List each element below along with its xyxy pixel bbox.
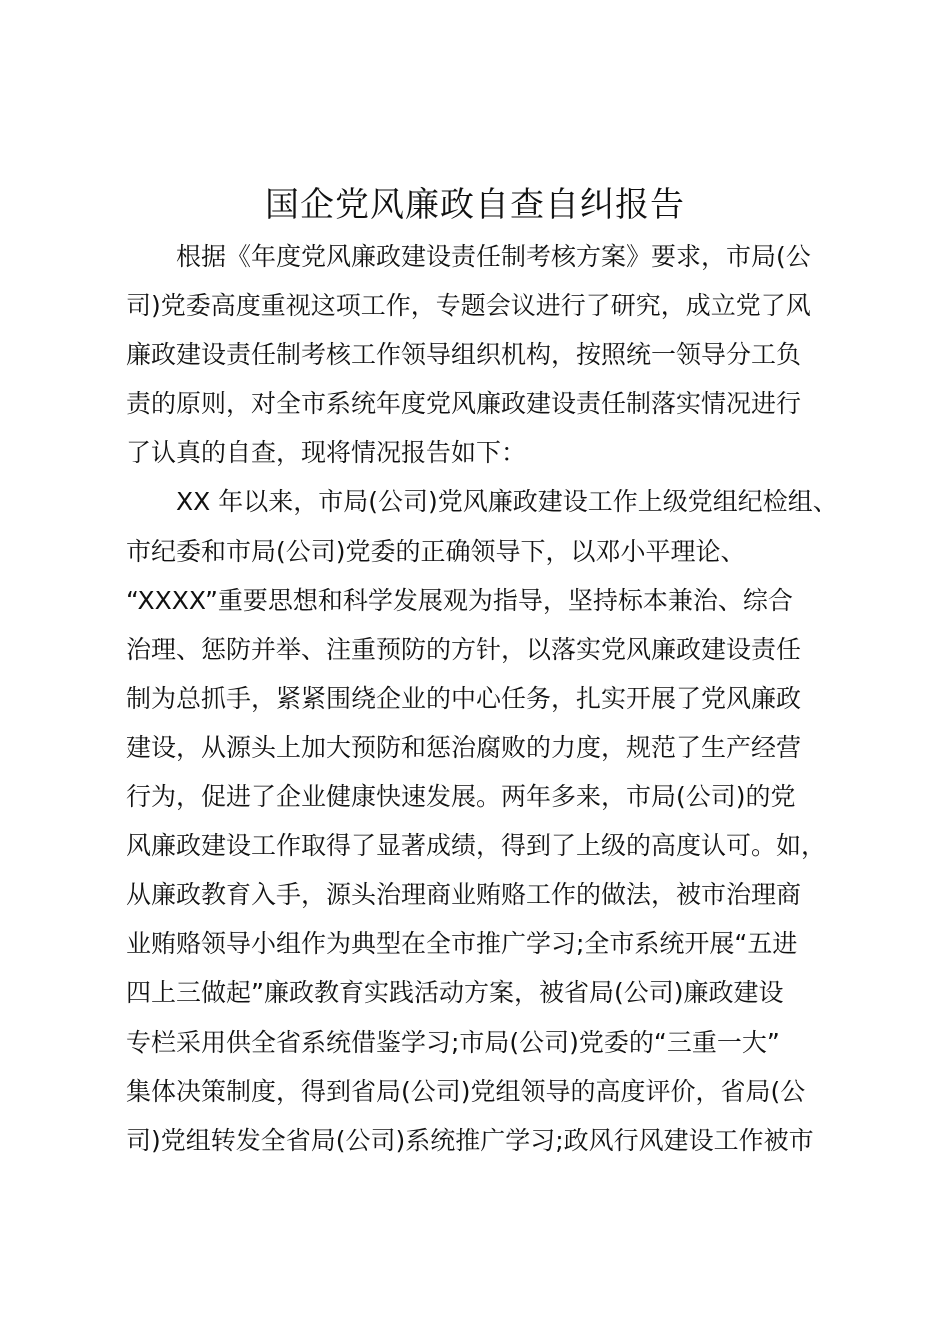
paragraph-1-line-4: 责的原则，对全市系统年度党风廉政建设责任制落实情况进行 bbox=[126, 389, 802, 419]
paragraph-2-line-13: 集体决策制度，得到省局(公司)党组领导的高度评价，省局(公 bbox=[126, 1076, 806, 1106]
paragraph-2-line-8: 风廉政建设工作取得了显著成绩，得到了上级的高度认可。如， bbox=[126, 831, 827, 861]
paragraph-2-line-2: 市纪委和市局(公司)党委的正确领导下，以邓小平理论、 bbox=[126, 536, 746, 566]
paragraph-2-line-11: 四上三做起”廉政教育实践活动方案，被省局(公司)廉政建设 bbox=[126, 978, 784, 1008]
paragraph-1-line-1: 根据《年度党风廉政建设责任制考核方案》要求，市局(公 bbox=[176, 242, 811, 271]
paragraph-2-line-12: 专栏采用供全省系统借鉴学习;市局(公司)党委的“三重一大” bbox=[126, 1027, 780, 1057]
paragraph-2-line-4: 治理、惩防并举、注重预防的方针，以落实党风廉政建设责任 bbox=[126, 634, 802, 664]
paragraph-2-line-14: 司)党组转发全省局(公司)系统推广学习;政风行风建设工作被市 bbox=[126, 1125, 814, 1155]
document-title: 国企党风廉政自查自纠报告 bbox=[265, 185, 685, 225]
document-body bbox=[126, 232, 836, 1165]
paragraph-1-line-3: 廉政建设责任制考核工作领导组织机构，按照统一领导分工负 bbox=[126, 340, 802, 370]
paragraph-1-line-2: 司)党委高度重视这项工作，专题会议进行了研究，成立党了风 bbox=[126, 291, 811, 321]
paragraph-2-line-1: XX 年以来，市局(公司)党风廉政建设工作上级党组纪检组、 bbox=[176, 487, 838, 517]
paragraph-2-line-6: 建设，从源头上加大预防和惩治腐败的力度，规范了生产经营 bbox=[126, 732, 802, 762]
paragraph-2-line-9: 从廉政教育入手，源头治理商业贿赂工作的做法，被市治理商 bbox=[126, 880, 802, 910]
paragraph-2-line-10: 业贿赂领导小组作为典型在全市推广学习;全市系统开展“五进 bbox=[126, 929, 798, 959]
paragraph-1-line-5: 了认真的自查，现将情况报告如下： bbox=[126, 438, 527, 468]
paragraph-2-line-3: “XXXX”重要思想和科学发展观为指导，坚持标本兼治、综合 bbox=[126, 585, 793, 615]
paragraph-2-line-7: 行为，促进了企业健康快速发展。两年多来，市局(公司)的党 bbox=[126, 782, 796, 812]
paragraph-2-line-5: 制为总抓手，紧紧围绕企业的中心任务，扎实开展了党风廉政 bbox=[126, 683, 802, 713]
